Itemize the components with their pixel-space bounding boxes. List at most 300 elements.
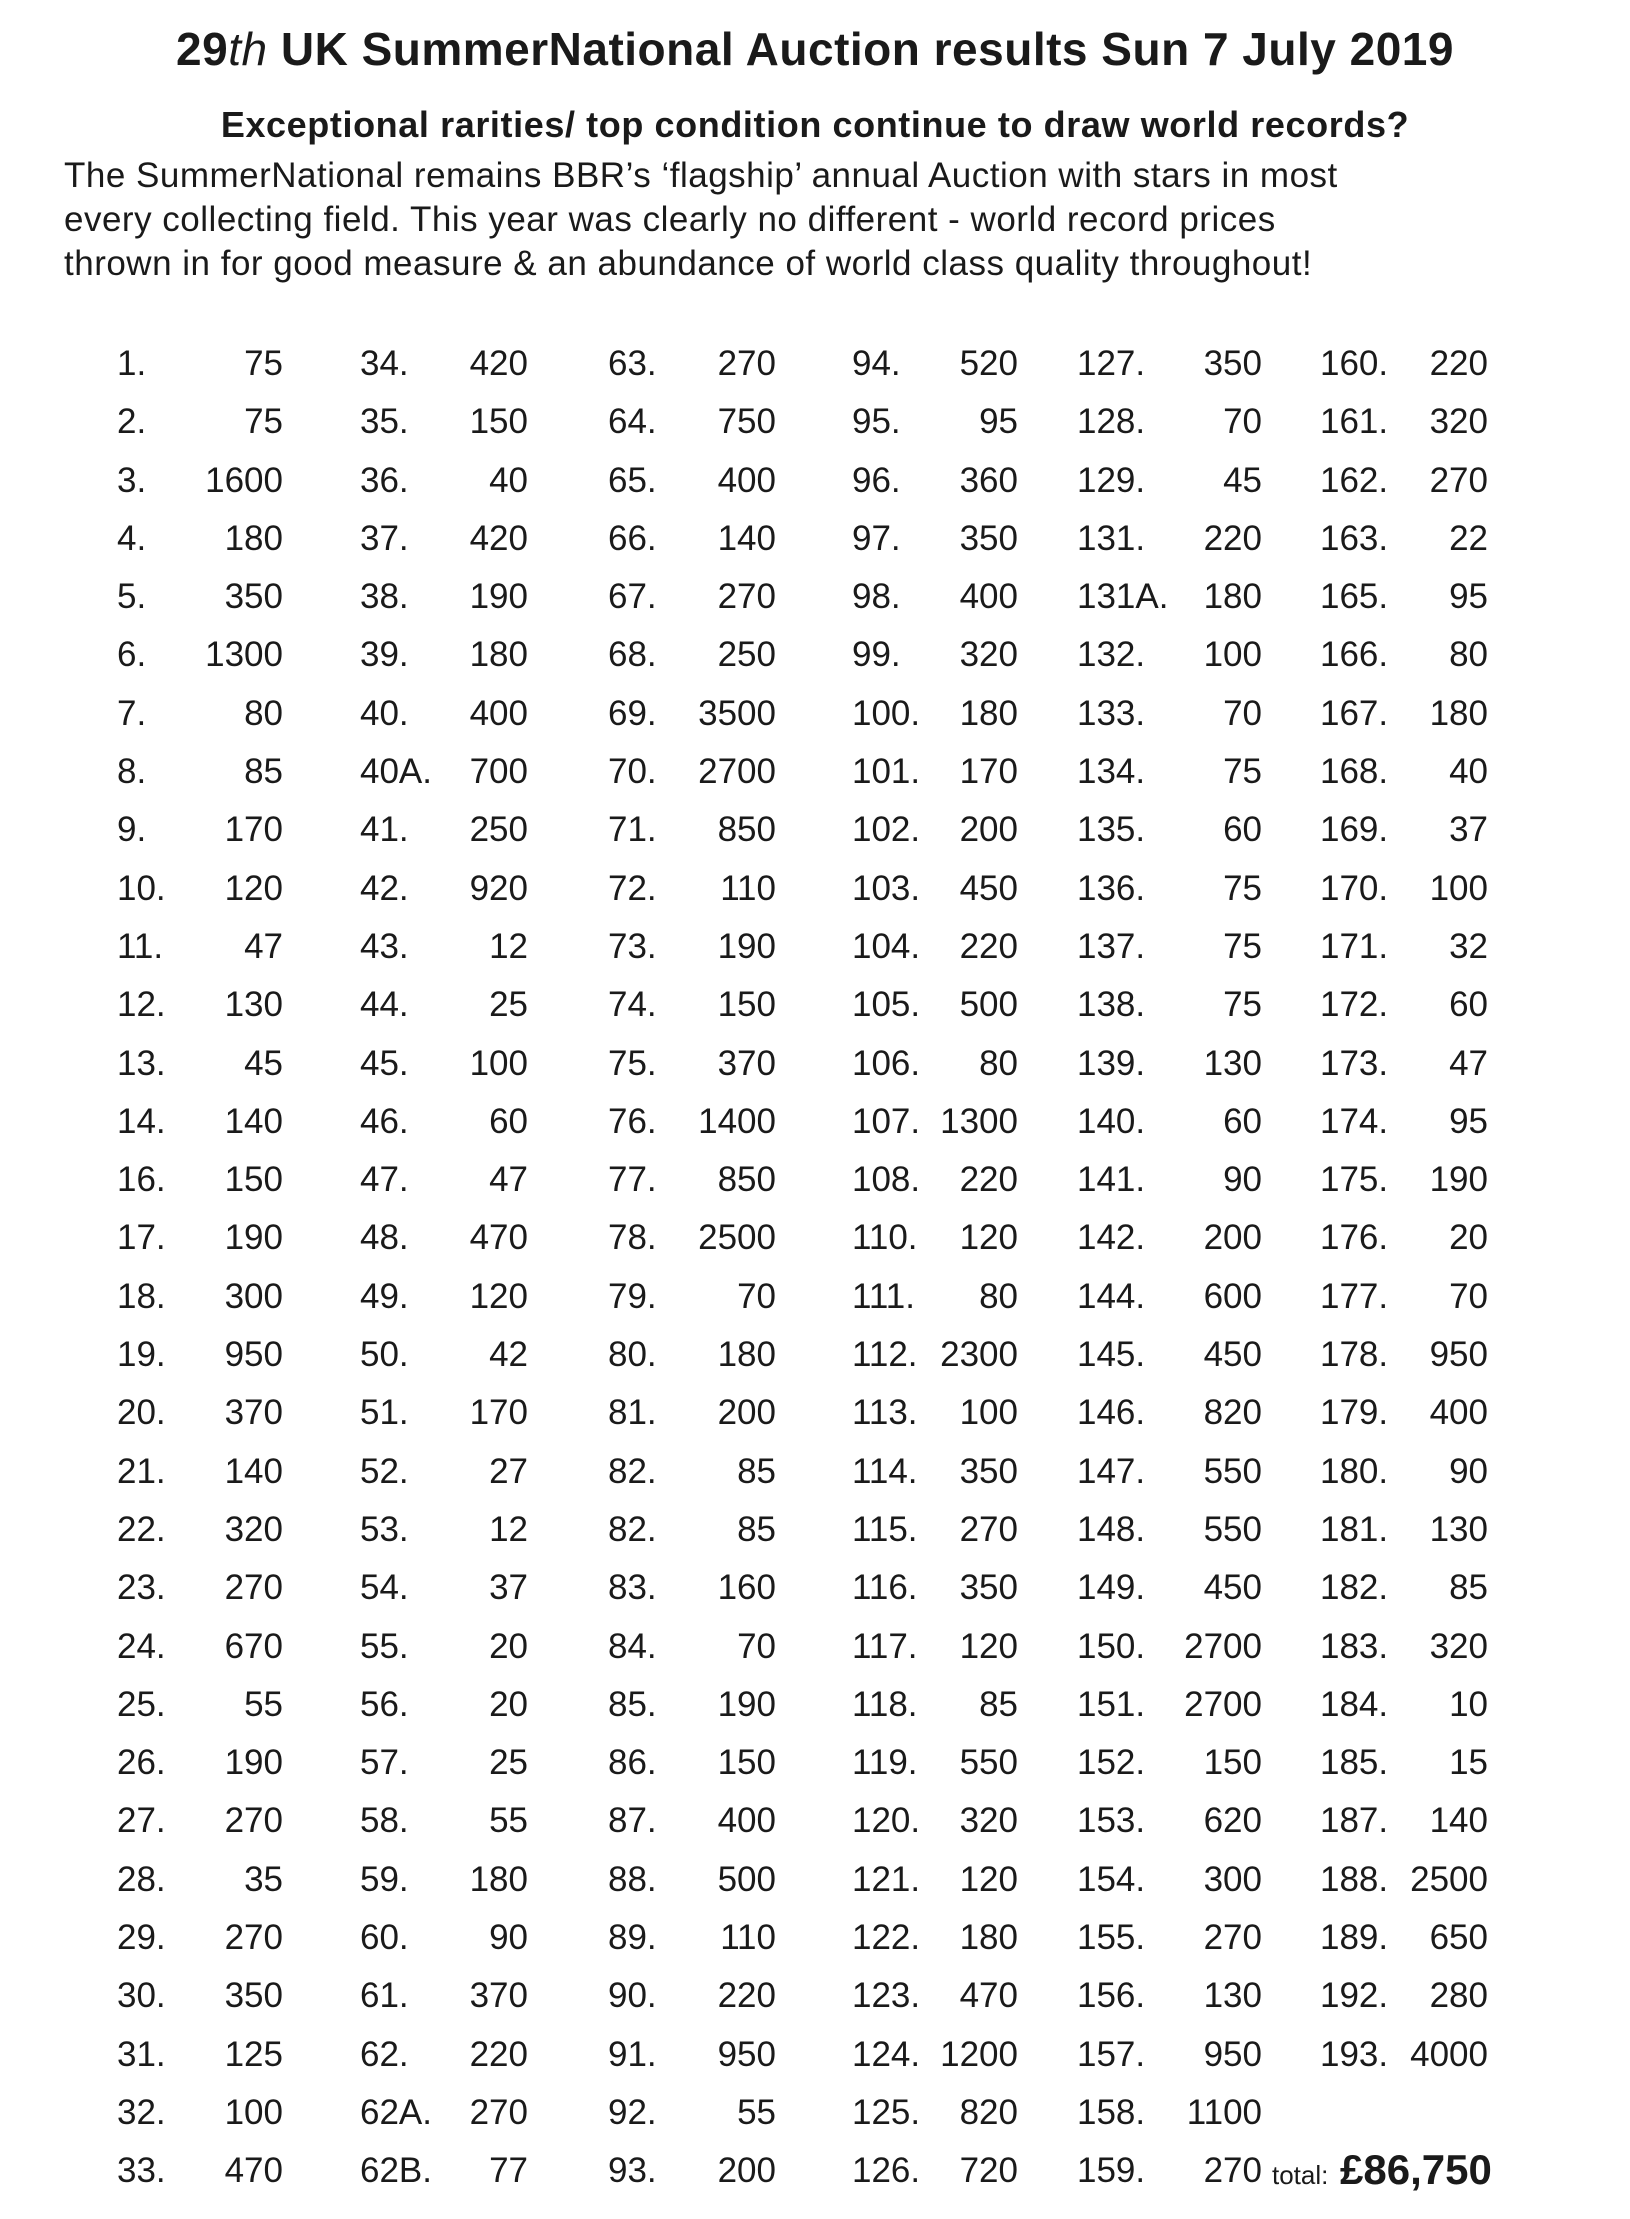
result-row xyxy=(1077,2093,1262,2151)
lot-number: 156. xyxy=(1077,1976,1146,2016)
lot-price: 420 xyxy=(469,518,528,558)
lot-number: 172. xyxy=(1320,985,1389,1025)
result-row xyxy=(852,2093,1018,2151)
result-row xyxy=(1077,1918,1262,1976)
lot-number: 45. xyxy=(360,1043,409,1083)
lot-price: 350 xyxy=(959,1451,1018,1491)
lot-price: 220 xyxy=(1203,518,1262,558)
lot-number: 182. xyxy=(1320,1568,1389,1608)
lot-price: 47 xyxy=(1449,1043,1488,1083)
result-row xyxy=(117,2093,283,2151)
lot-price: 2500 xyxy=(1410,1859,1488,1899)
result-row xyxy=(117,402,283,460)
lot-number: 183. xyxy=(1320,1626,1389,1666)
lot-price: 130 xyxy=(224,985,283,1025)
lot-price: 60 xyxy=(1449,985,1488,1025)
result-row xyxy=(117,2035,283,2093)
lot-number: 144. xyxy=(1077,1276,1146,1316)
result-row xyxy=(608,1918,776,1976)
lot-number: 80. xyxy=(608,1335,657,1375)
lot-price: 2700 xyxy=(698,752,776,792)
total-value: £86,750 xyxy=(1340,2146,1492,2193)
lot-number: 75. xyxy=(608,1043,657,1083)
lot-price: 200 xyxy=(717,1393,776,1433)
result-row xyxy=(360,1568,528,1626)
lot-number: 181. xyxy=(1320,1509,1389,1549)
lot-number: 94. xyxy=(852,344,901,383)
lot-price: 190 xyxy=(224,1218,283,1258)
lot-price: 140 xyxy=(224,1451,283,1491)
result-row xyxy=(360,985,528,1043)
result-row xyxy=(608,1218,776,1276)
lot-number: 99. xyxy=(852,635,901,675)
lot-number: 5. xyxy=(117,577,147,617)
lot-number: 37. xyxy=(360,518,409,558)
lot-number: 152. xyxy=(1077,1743,1146,1783)
result-row xyxy=(852,869,1018,927)
result-row xyxy=(360,1685,528,1743)
lot-price: 270 xyxy=(1203,1918,1262,1958)
lot-price: 20 xyxy=(489,1626,528,1666)
lot-price: 220 xyxy=(959,1160,1018,1200)
result-row xyxy=(1077,1452,1262,1510)
result-row xyxy=(1320,985,1488,1043)
lot-price: 270 xyxy=(1203,2151,1262,2191)
lot-number: 7. xyxy=(117,693,147,733)
lot-number: 23. xyxy=(117,1568,166,1608)
result-row xyxy=(1077,519,1262,577)
result-row xyxy=(1320,519,1488,577)
result-row xyxy=(608,2093,776,2151)
result-row xyxy=(608,1627,776,1685)
lot-price: 180 xyxy=(1429,693,1488,733)
result-row xyxy=(1320,810,1488,868)
result-row xyxy=(360,2151,528,2209)
lot-number: 2. xyxy=(117,402,147,442)
lot-number: 188. xyxy=(1320,1859,1389,1899)
lot-price: 270 xyxy=(717,344,776,383)
lot-number: 154. xyxy=(1077,1859,1146,1899)
result-row xyxy=(360,519,528,577)
result-row xyxy=(608,1452,776,1510)
lot-price: 350 xyxy=(959,1568,1018,1608)
lot-number: 28. xyxy=(117,1859,166,1899)
lot-price: 720 xyxy=(959,2151,1018,2191)
result-row xyxy=(117,461,283,519)
lot-price: 150 xyxy=(469,402,528,442)
lot-number: 96. xyxy=(852,460,901,500)
result-row xyxy=(1077,1510,1262,1568)
lot-price: 85 xyxy=(244,752,283,792)
lot-number: 189. xyxy=(1320,1918,1389,1958)
lot-price: 55 xyxy=(737,2092,776,2132)
lot-price: 95 xyxy=(979,402,1018,442)
results-column xyxy=(1077,344,1262,2210)
lot-number: 139. xyxy=(1077,1043,1146,1083)
lot-price: 22 xyxy=(1449,518,1488,558)
lot-price: 125 xyxy=(224,2034,283,2074)
result-row xyxy=(1077,2035,1262,2093)
result-row xyxy=(117,694,283,752)
lot-price: 350 xyxy=(224,1976,283,2016)
lot-price: 850 xyxy=(717,1160,776,1200)
result-row xyxy=(608,1277,776,1335)
lot-number: 25. xyxy=(117,1684,166,1724)
lot-number: 61. xyxy=(360,1976,409,2016)
lot-price: 300 xyxy=(224,1276,283,1316)
result-row xyxy=(1320,2035,1488,2093)
lot-price: 80 xyxy=(979,1043,1018,1083)
result-row xyxy=(1077,1102,1262,1160)
result-row xyxy=(117,752,283,810)
lot-number: 149. xyxy=(1077,1568,1146,1608)
lot-price: 75 xyxy=(1223,985,1262,1025)
lot-number: 111. xyxy=(852,1276,915,1316)
lot-price: 500 xyxy=(717,1859,776,1899)
lot-number: 16. xyxy=(117,1160,166,1200)
result-row xyxy=(1320,1452,1488,1510)
lot-price: 3500 xyxy=(698,693,776,733)
lot-price: 280 xyxy=(1429,1976,1488,2016)
lot-number: 33. xyxy=(117,2151,166,2191)
lot-price: 100 xyxy=(959,1393,1018,1433)
lot-price: 55 xyxy=(244,1684,283,1724)
lot-number: 142. xyxy=(1077,1218,1146,1258)
lot-number: 145. xyxy=(1077,1335,1146,1375)
lot-number: 180. xyxy=(1320,1451,1389,1491)
result-row xyxy=(1077,1685,1262,1743)
lot-number: 90. xyxy=(608,1976,657,2016)
lot-number: 20. xyxy=(117,1393,166,1433)
result-row xyxy=(117,635,283,693)
lot-number: 97. xyxy=(852,518,901,558)
result-row xyxy=(852,1685,1018,1743)
lot-price: 170 xyxy=(224,810,283,850)
lot-price: 130 xyxy=(1203,1976,1262,2016)
lot-number: 110. xyxy=(852,1218,918,1258)
result-row xyxy=(117,869,283,927)
lot-number: 11. xyxy=(117,926,164,966)
lot-number: 34. xyxy=(360,344,409,383)
lot-number: 187. xyxy=(1320,1801,1389,1841)
result-row xyxy=(360,810,528,868)
lot-price: 37 xyxy=(489,1568,528,1608)
lot-number: 19. xyxy=(117,1335,166,1375)
lot-number: 85. xyxy=(608,1684,657,1724)
lot-price: 550 xyxy=(1203,1451,1262,1491)
result-row xyxy=(1077,869,1262,927)
lot-number: 72. xyxy=(608,868,657,908)
lot-number: 115. xyxy=(852,1509,918,1549)
lot-number: 12. xyxy=(117,985,166,1025)
result-row xyxy=(360,1160,528,1218)
result-row xyxy=(852,1393,1018,1451)
lot-number: 39. xyxy=(360,635,409,675)
lot-number: 21. xyxy=(117,1451,166,1491)
lot-number: 119. xyxy=(852,1743,918,1783)
result-row xyxy=(360,1044,528,1102)
lot-number: 63. xyxy=(608,344,657,383)
lot-number: 82. xyxy=(608,1451,657,1491)
lot-number: 65. xyxy=(608,460,657,500)
lot-number: 56. xyxy=(360,1684,409,1724)
lot-price: 420 xyxy=(469,344,528,383)
lot-price: 150 xyxy=(717,985,776,1025)
result-row xyxy=(608,402,776,460)
lot-price: 95 xyxy=(1449,577,1488,617)
lot-price: 250 xyxy=(717,635,776,675)
lot-number: 103. xyxy=(852,868,921,908)
lot-price: 180 xyxy=(224,518,283,558)
lot-price: 120 xyxy=(469,1276,528,1316)
lot-number: 35. xyxy=(360,402,409,442)
lot-number: 165. xyxy=(1320,577,1389,617)
lot-number: 81. xyxy=(608,1393,657,1433)
lot-price: 170 xyxy=(959,752,1018,792)
lot-number: 105. xyxy=(852,985,921,1025)
lot-price: 40 xyxy=(1449,752,1488,792)
result-row xyxy=(117,1102,283,1160)
lot-number: 40A. xyxy=(360,752,432,792)
result-row xyxy=(360,344,528,402)
lot-price: 190 xyxy=(717,1684,776,1724)
lot-number: 129. xyxy=(1077,460,1146,500)
result-row xyxy=(852,810,1018,868)
lot-number: 57. xyxy=(360,1743,409,1783)
lot-price: 150 xyxy=(224,1160,283,1200)
lot-price: 400 xyxy=(1429,1393,1488,1433)
result-row xyxy=(1320,1393,1488,1451)
lot-price: 120 xyxy=(224,868,283,908)
lot-price: 120 xyxy=(959,1218,1018,1258)
lot-price: 180 xyxy=(959,1918,1018,1958)
result-row xyxy=(360,635,528,693)
result-row xyxy=(608,2151,776,2209)
result-row xyxy=(852,985,1018,1043)
lot-number: 148. xyxy=(1077,1509,1146,1549)
result-row xyxy=(852,1976,1018,2034)
result-row xyxy=(360,1743,528,1801)
result-row xyxy=(852,1801,1018,1859)
result-row xyxy=(608,1801,776,1859)
result-row xyxy=(117,1627,283,1685)
lot-number: 58. xyxy=(360,1801,409,1841)
lot-price: 550 xyxy=(1203,1509,1262,1549)
result-row xyxy=(608,519,776,577)
lot-price: 150 xyxy=(717,1743,776,1783)
lot-number: 86. xyxy=(608,1743,657,1783)
result-row xyxy=(1320,1801,1488,1859)
lot-number: 47. xyxy=(360,1160,409,1200)
lot-number: 88. xyxy=(608,1859,657,1899)
lot-price: 32 xyxy=(1449,926,1488,966)
lot-number: 128. xyxy=(1077,402,1146,442)
lot-price: 27 xyxy=(489,1451,528,1491)
lot-number: 82. xyxy=(608,1509,657,1549)
result-row xyxy=(1320,869,1488,927)
lot-price: 370 xyxy=(717,1043,776,1083)
lot-number: 108. xyxy=(852,1160,921,1200)
lot-price: 400 xyxy=(469,693,528,733)
lot-price: 270 xyxy=(1429,460,1488,500)
lot-price: 2700 xyxy=(1184,1626,1262,1666)
lot-number: 84. xyxy=(608,1626,657,1666)
lot-number: 160. xyxy=(1320,344,1389,383)
lot-number: 66. xyxy=(608,518,657,558)
lot-price: 470 xyxy=(224,2151,283,2191)
results-column xyxy=(360,344,528,2210)
result-row xyxy=(608,1685,776,1743)
lot-price: 270 xyxy=(224,1801,283,1841)
lot-number: 71. xyxy=(608,810,657,850)
result-row xyxy=(1077,1627,1262,1685)
result-row xyxy=(117,1568,283,1626)
result-row xyxy=(360,1976,528,2034)
lot-price: 130 xyxy=(1203,1043,1262,1083)
lot-number: 89. xyxy=(608,1918,657,1958)
result-row xyxy=(1320,577,1488,635)
lot-price: 300 xyxy=(1203,1859,1262,1899)
lot-price: 500 xyxy=(959,985,1018,1025)
lot-price: 12 xyxy=(489,1509,528,1549)
result-row xyxy=(1320,1277,1488,1335)
lot-number: 62A. xyxy=(360,2092,432,2132)
lot-number: 118. xyxy=(852,1684,918,1724)
result-row xyxy=(117,519,283,577)
lot-number: 132. xyxy=(1077,635,1146,675)
result-row xyxy=(117,1860,283,1918)
lot-number: 31. xyxy=(117,2034,166,2074)
lot-number: 126. xyxy=(852,2151,921,2191)
result-row xyxy=(1077,1743,1262,1801)
result-row xyxy=(608,344,776,402)
lot-price: 75 xyxy=(1223,926,1262,966)
lot-price: 140 xyxy=(224,1101,283,1141)
lot-price: 77 xyxy=(489,2151,528,2191)
lot-price: 270 xyxy=(469,2092,528,2132)
lot-price: 950 xyxy=(224,1335,283,1375)
lot-price: 80 xyxy=(244,693,283,733)
lot-number: 13. xyxy=(117,1043,166,1083)
lot-price: 320 xyxy=(224,1509,283,1549)
lot-price: 20 xyxy=(489,1684,528,1724)
lot-number: 22. xyxy=(117,1509,166,1549)
lot-number: 91. xyxy=(608,2034,657,2074)
result-row xyxy=(608,985,776,1043)
result-row xyxy=(608,1102,776,1160)
total-label: total: xyxy=(1272,2160,1329,2190)
lot-price: 550 xyxy=(959,1743,1018,1783)
result-row xyxy=(608,1743,776,1801)
lot-price: 320 xyxy=(959,635,1018,675)
lot-number: 27. xyxy=(117,1801,166,1841)
lot-price: 20 xyxy=(1449,1218,1488,1258)
result-row xyxy=(1320,1860,1488,1918)
lot-number: 113. xyxy=(852,1393,918,1433)
lot-number: 123. xyxy=(852,1976,921,2016)
lot-price: 370 xyxy=(469,1976,528,2016)
lot-number: 95. xyxy=(852,402,901,442)
result-row xyxy=(360,869,528,927)
result-row xyxy=(1320,1743,1488,1801)
lot-price: 220 xyxy=(959,926,1018,966)
lot-number: 116. xyxy=(852,1568,918,1608)
result-row xyxy=(852,1277,1018,1335)
lot-number: 38. xyxy=(360,577,409,617)
intro-line: every collecting field. This year was clearly no different - world record prices xyxy=(64,200,1276,239)
result-row xyxy=(852,461,1018,519)
lot-price: 40 xyxy=(489,460,528,500)
lot-number: 193. xyxy=(1320,2034,1389,2074)
lot-price: 100 xyxy=(469,1043,528,1083)
lot-price: 110 xyxy=(720,868,776,908)
result-row xyxy=(1077,577,1262,635)
lot-price: 360 xyxy=(959,460,1018,500)
result-row xyxy=(360,1860,528,1918)
result-row xyxy=(360,402,528,460)
lot-price: 35 xyxy=(244,1859,283,1899)
lot-number: 49. xyxy=(360,1276,409,1316)
result-row xyxy=(852,927,1018,985)
result-row xyxy=(608,1510,776,1568)
result-row xyxy=(608,1335,776,1393)
lot-price: 70 xyxy=(1223,402,1262,442)
lot-number: 74. xyxy=(608,985,657,1025)
result-row xyxy=(117,1918,283,1976)
lot-price: 2500 xyxy=(698,1218,776,1258)
result-row xyxy=(360,1452,528,1510)
lot-price: 47 xyxy=(244,926,283,966)
result-row xyxy=(1320,927,1488,985)
lot-price: 75 xyxy=(244,402,283,442)
lot-number: 59. xyxy=(360,1859,409,1899)
result-row xyxy=(608,1860,776,1918)
lot-number: 171. xyxy=(1320,926,1389,966)
lot-price: 1600 xyxy=(205,460,283,500)
lot-number: 78. xyxy=(608,1218,657,1258)
result-row xyxy=(117,810,283,868)
result-row xyxy=(608,810,776,868)
lot-price: 180 xyxy=(717,1335,776,1375)
lot-number: 147. xyxy=(1077,1451,1146,1491)
result-row xyxy=(117,1976,283,2034)
result-row xyxy=(1320,1685,1488,1743)
lot-price: 85 xyxy=(979,1684,1018,1724)
result-row xyxy=(117,2151,283,2209)
result-row xyxy=(1077,927,1262,985)
result-row xyxy=(117,1452,283,1510)
lot-price: 25 xyxy=(489,1743,528,1783)
result-row xyxy=(608,577,776,635)
result-row xyxy=(852,2151,1018,2209)
lot-price: 15 xyxy=(1449,1743,1488,1783)
result-row xyxy=(852,402,1018,460)
lot-number: 26. xyxy=(117,1743,166,1783)
result-row xyxy=(360,461,528,519)
lot-price: 100 xyxy=(224,2092,283,2132)
lot-price: 400 xyxy=(717,460,776,500)
lot-price: 85 xyxy=(1449,1568,1488,1608)
lot-price: 180 xyxy=(1203,577,1262,617)
lot-number: 30. xyxy=(117,1976,166,2016)
result-row xyxy=(1320,402,1488,460)
result-row xyxy=(852,1918,1018,1976)
lot-price: 450 xyxy=(1203,1335,1262,1375)
lot-price: 85 xyxy=(737,1451,776,1491)
result-row xyxy=(360,752,528,810)
result-row xyxy=(360,1277,528,1335)
lot-price: 750 xyxy=(717,402,776,442)
